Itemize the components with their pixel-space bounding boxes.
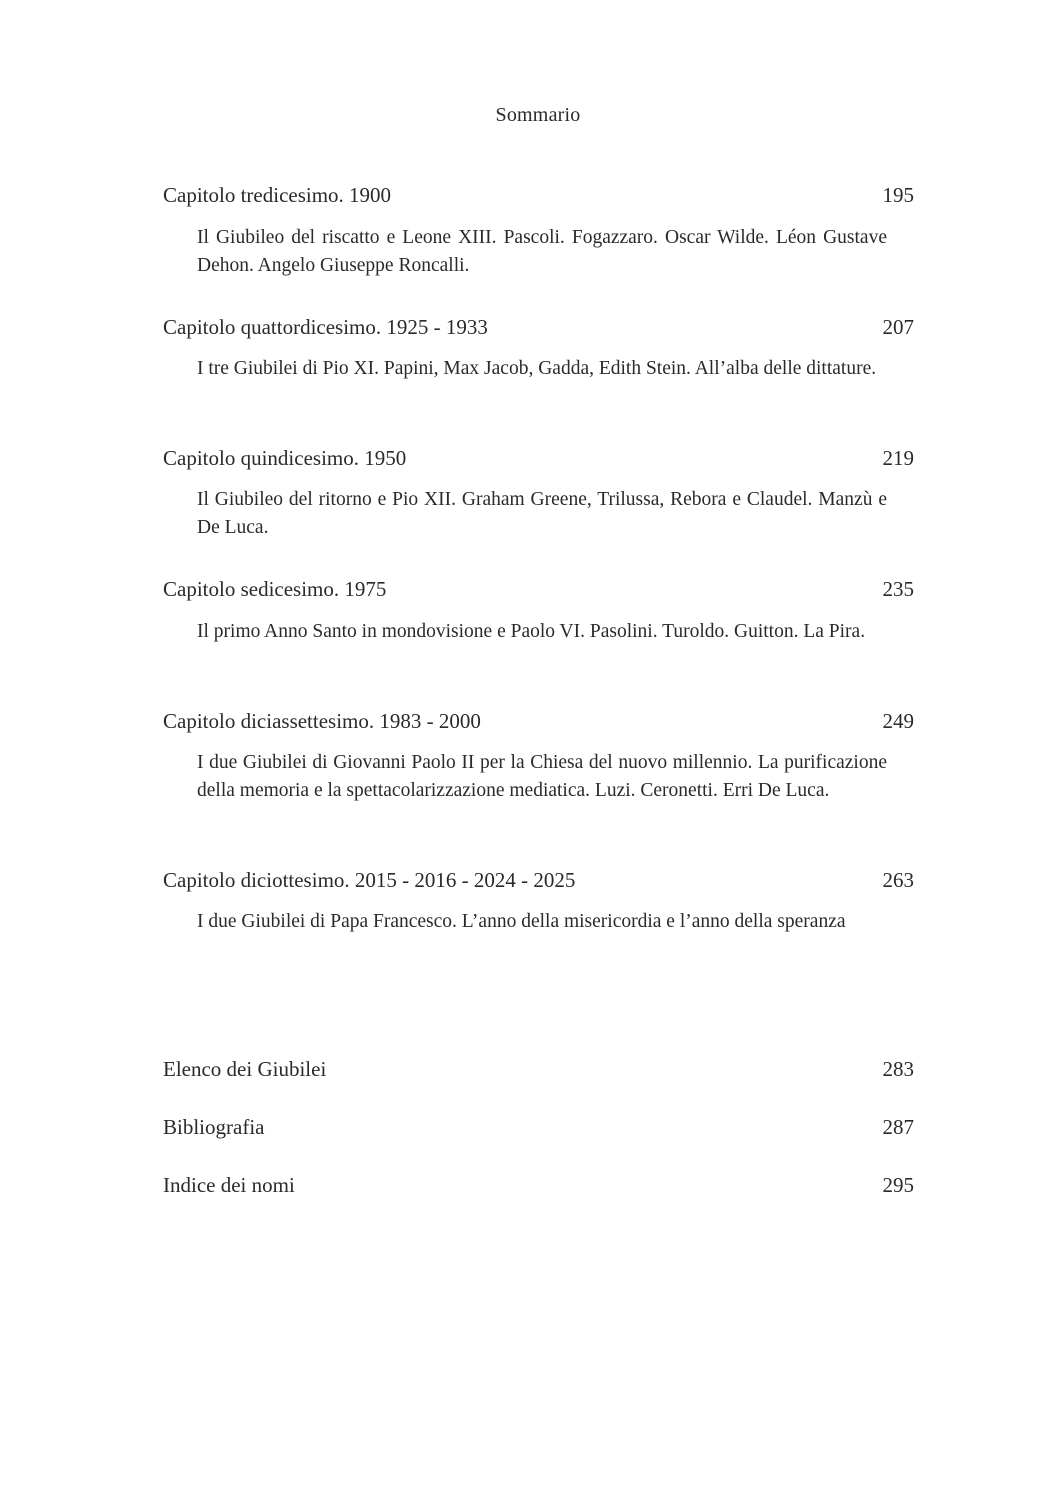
toc-entry-chapter-17[interactable]	[163, 708, 914, 734]
toc-entry-chapter-14[interactable]	[163, 314, 914, 340]
chapter-heading: Capitolo quattordicesimo. 1925 - 1933	[163, 315, 488, 339]
appendix-heading: Indice dei nomi	[163, 1173, 295, 1197]
toc-entry-bibliografia[interactable]	[163, 1114, 914, 1140]
chapter-description: Il Giubileo del ritorno e Pio XII. Graham Greene, Trilussa, Rebora e Claudel. Manzù e De Luca.	[197, 489, 887, 538]
page-title: Sommario	[495, 104, 581, 126]
toc-entry-chapter-16[interactable]	[163, 576, 914, 602]
chapter-heading: Capitolo tredicesimo. 1900	[163, 183, 392, 207]
toc-entry-chapter-18[interactable]	[163, 867, 914, 893]
chapter-description: I tre Giubilei di Pio XI. Papini, Max Jacob, Gadda, Edith Stein. All’alba delle dittature.	[197, 358, 877, 379]
appendix-heading: Elenco dei Giubilei	[163, 1057, 327, 1081]
appendix-page-number: 287	[882, 1115, 914, 1139]
appendix-page-number: 283	[882, 1057, 914, 1081]
chapter-description: I due Giubilei di Papa Francesco. L’anno della misericordia e l’anno della speranza	[197, 911, 846, 932]
appendix-page-number: 295	[882, 1173, 914, 1197]
chapter-description: Il Giubileo del riscatto e Leone XIII. Pascoli. Fogazzaro. Oscar Wilde. Léon Gustave Dehon. Angelo Giuseppe Roncalli.	[197, 227, 887, 276]
chapter-description: I due Giubilei di Giovanni Paolo II per la Chiesa del nuovo millennio. La purificazione della memoria e la spettacolarizzazione mediatica. Luzi. Ceronetti. Erri De Luca.	[197, 752, 887, 801]
chapter-heading: Capitolo diciassettesimo. 1983 - 2000	[163, 709, 481, 733]
appendix-heading: Bibliografia	[163, 1115, 265, 1139]
chapter-heading: Capitolo diciottesimo. 2015 - 2016 - 2024 - 2025	[163, 868, 576, 892]
chapter-page-number: 263	[882, 868, 914, 892]
chapter-heading: Capitolo quindicesimo. 1950	[163, 446, 407, 470]
chapter-page-number: 195	[882, 183, 914, 207]
chapter-description: Il primo Anno Santo in mondovisione e Paolo VI. Pasolini. Turoldo. Guitton. La Pira.	[197, 621, 866, 642]
chapter-page-number: 219	[882, 446, 914, 470]
chapter-page-number: 207	[882, 315, 914, 339]
toc-entry-elenco-dei-giubilei[interactable]	[163, 1056, 914, 1082]
chapter-page-number: 235	[882, 577, 914, 601]
toc-entry-indice-dei-nomi[interactable]	[163, 1172, 914, 1198]
toc-entry-chapter-13[interactable]	[163, 182, 914, 208]
toc-entry-chapter-15[interactable]	[163, 445, 914, 471]
chapter-page-number: 249	[882, 709, 914, 733]
chapter-heading: Capitolo sedicesimo. 1975	[163, 577, 387, 601]
